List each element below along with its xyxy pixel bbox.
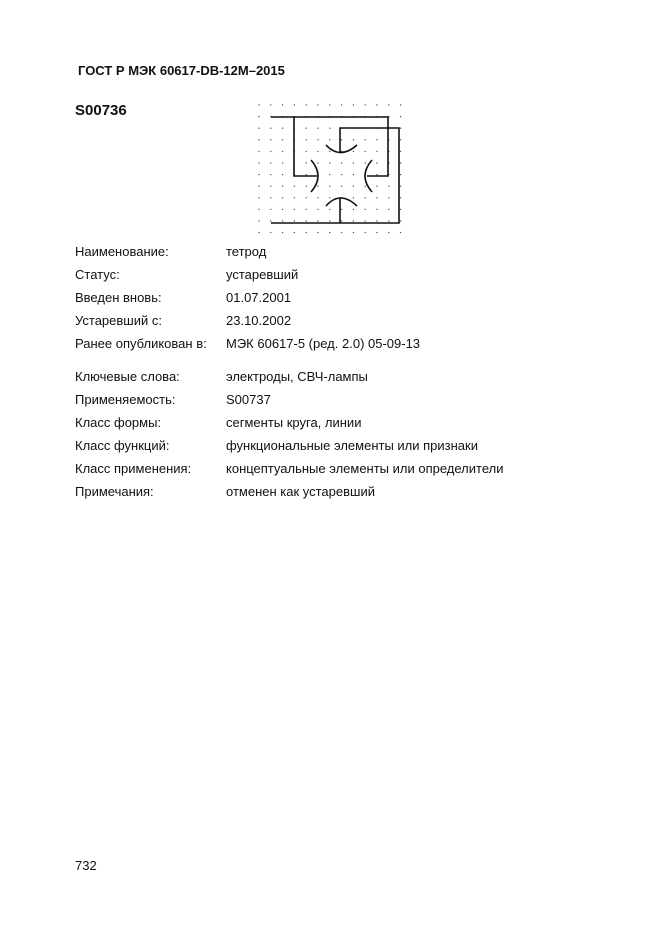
- grid-dot: [282, 162, 283, 163]
- field-value: 01.07.2001: [226, 290, 292, 305]
- grid-dot: [353, 139, 354, 140]
- grid-dot: [376, 104, 377, 105]
- grid-dot: [306, 128, 307, 129]
- grid-dot: [294, 104, 295, 105]
- grid-dot: [258, 104, 259, 105]
- field-value: 23.10.2002: [226, 313, 292, 328]
- field-label: Устаревший с:: [75, 313, 162, 328]
- grid-dot: [376, 220, 377, 221]
- field-label: Применяемость:: [75, 392, 176, 407]
- grid-dot: [317, 162, 318, 163]
- grid-dot: [341, 186, 342, 187]
- field-value: сегменты круга, линии: [226, 415, 362, 430]
- grid-dot: [353, 186, 354, 187]
- grid-dot: [365, 162, 366, 163]
- grid-dot: [317, 232, 318, 233]
- grid-dot: [341, 174, 342, 175]
- grid-dot: [258, 197, 259, 198]
- field-label: Класс применения:: [75, 461, 192, 476]
- grid-dot: [270, 197, 271, 198]
- grid-dot: [270, 104, 271, 105]
- grid-dot: [270, 162, 271, 163]
- symbol-lines: [271, 117, 399, 223]
- grid-dot: [317, 139, 318, 140]
- grid-dot: [294, 186, 295, 187]
- page-number: 732: [75, 858, 97, 873]
- grid-dots: [258, 104, 401, 233]
- field-label: Ранее опубликован в:: [75, 336, 207, 351]
- grid-dot: [282, 104, 283, 105]
- grid-dot: [306, 162, 307, 163]
- field-value: устаревший: [226, 267, 299, 282]
- grid-dot: [365, 186, 366, 187]
- grid-dot: [306, 197, 307, 198]
- grid-dot: [353, 209, 354, 210]
- grid-dot: [306, 209, 307, 210]
- grid-dot: [365, 139, 366, 140]
- grid-dot: [400, 128, 401, 129]
- grid-dot: [365, 104, 366, 105]
- grid-dot: [400, 104, 401, 105]
- grid-dot: [329, 209, 330, 210]
- grid-dot: [341, 162, 342, 163]
- grid-dot: [400, 220, 401, 221]
- grid-dot: [258, 116, 259, 117]
- grid-dot: [400, 209, 401, 210]
- grid-dot: [294, 209, 295, 210]
- field-label: Класс формы:: [75, 415, 162, 430]
- grid-dot: [388, 197, 389, 198]
- grid-dot: [376, 174, 377, 175]
- grid-dot: [353, 220, 354, 221]
- grid-dot: [258, 128, 259, 129]
- grid-dot: [329, 174, 330, 175]
- grid-dot: [400, 139, 401, 140]
- grid-dot: [329, 162, 330, 163]
- field-value: МЭК 60617-5 (ред. 2.0) 05-09-13: [226, 336, 421, 351]
- grid-dot: [317, 151, 318, 152]
- grid-dot: [306, 232, 307, 233]
- grid-dot: [353, 174, 354, 175]
- grid-dot: [353, 197, 354, 198]
- grid-dot: [317, 220, 318, 221]
- grid-dot: [376, 151, 377, 152]
- grid-dot: [282, 139, 283, 140]
- field-value: S00737: [226, 392, 271, 407]
- field-label: Введен вновь:: [75, 290, 162, 305]
- grid-dot: [388, 104, 389, 105]
- grid-dot: [388, 232, 389, 233]
- grid-dot: [329, 232, 330, 233]
- grid-dot: [341, 139, 342, 140]
- grid-dot: [329, 139, 330, 140]
- document-header: ГОСТ Р МЭК 60617-DB-12M–2015: [78, 63, 285, 78]
- grid-dot: [376, 232, 377, 233]
- grid-dot: [282, 197, 283, 198]
- grid-dot: [258, 220, 259, 221]
- grid-dot: [376, 209, 377, 210]
- grid-dot: [270, 220, 271, 221]
- grid-dot: [400, 174, 401, 175]
- grid-dot: [294, 220, 295, 221]
- grid-dot: [306, 174, 307, 175]
- grid-dot: [365, 209, 366, 210]
- grid-dot: [282, 232, 283, 233]
- grid-dot: [270, 186, 271, 187]
- grid-dot: [365, 232, 366, 233]
- grid-dot: [400, 116, 401, 117]
- field-label: Ключевые слова:: [75, 369, 180, 384]
- grid-dot: [353, 232, 354, 233]
- grid-dot: [282, 174, 283, 175]
- field-value: тетрод: [226, 244, 267, 259]
- grid-dot: [388, 220, 389, 221]
- grid-dot: [270, 128, 271, 129]
- field-label: Класс функций:: [75, 438, 170, 453]
- grid-dot: [353, 151, 354, 152]
- field-label: Наименование:: [75, 244, 169, 259]
- grid-dot: [258, 151, 259, 152]
- grid-dot: [400, 151, 401, 152]
- field-label: Статус:: [75, 267, 120, 282]
- grid-dot: [400, 162, 401, 163]
- grid-dot: [258, 209, 259, 210]
- grid-dot: [270, 174, 271, 175]
- field-value: отменен как устаревший: [226, 484, 375, 499]
- grid-dot: [365, 197, 366, 198]
- grid-dot: [353, 104, 354, 105]
- grid-dot: [400, 232, 401, 233]
- grid-dot: [270, 232, 271, 233]
- grid-dot: [365, 151, 366, 152]
- grid-dot: [376, 197, 377, 198]
- grid-dot: [282, 151, 283, 152]
- grid-dot: [306, 104, 307, 105]
- grid-dot: [341, 232, 342, 233]
- grid-dot: [376, 162, 377, 163]
- grid-dot: [282, 209, 283, 210]
- grid-dot: [270, 151, 271, 152]
- grid-dot: [400, 197, 401, 198]
- grid-dot: [270, 139, 271, 140]
- grid-dot: [341, 220, 342, 221]
- grid-dot: [258, 186, 259, 187]
- field-label: Примечания:: [75, 484, 154, 499]
- field-value: концептуальные элементы или определители: [226, 461, 504, 476]
- grid-dot: [258, 139, 259, 140]
- grid-dot: [306, 151, 307, 152]
- grid-dot: [329, 197, 330, 198]
- grid-dot: [400, 186, 401, 187]
- grid-dot: [329, 128, 330, 129]
- grid-dot: [294, 232, 295, 233]
- grid-dot: [317, 104, 318, 105]
- tetrode-symbol-diagram: [0, 0, 661, 260]
- field-value: функциональные элементы или признаки: [226, 438, 478, 453]
- grid-dot: [270, 209, 271, 210]
- grid-dot: [388, 186, 389, 187]
- grid-dot: [294, 197, 295, 198]
- grid-dot: [329, 186, 330, 187]
- grid-dot: [317, 209, 318, 210]
- grid-dot: [376, 186, 377, 187]
- symbol-id: S00736: [75, 102, 127, 119]
- grid-dot: [258, 174, 259, 175]
- grid-dot: [282, 128, 283, 129]
- grid-dot: [282, 186, 283, 187]
- grid-dot: [306, 139, 307, 140]
- field-value: электроды, СВЧ-лампы: [226, 369, 368, 384]
- grid-dot: [306, 186, 307, 187]
- grid-dot: [341, 104, 342, 105]
- grid-dot: [258, 162, 259, 163]
- grid-dot: [341, 209, 342, 210]
- grid-dot: [317, 186, 318, 187]
- grid-dot: [317, 128, 318, 129]
- grid-dot: [353, 162, 354, 163]
- grid-dot: [329, 220, 330, 221]
- grid-dot: [388, 209, 389, 210]
- grid-dot: [317, 197, 318, 198]
- grid-dot: [376, 139, 377, 140]
- grid-dot: [282, 220, 283, 221]
- grid-dot: [329, 104, 330, 105]
- grid-dot: [306, 220, 307, 221]
- grid-dot: [258, 232, 259, 233]
- grid-dot: [365, 220, 366, 221]
- grid-dot: [329, 151, 330, 152]
